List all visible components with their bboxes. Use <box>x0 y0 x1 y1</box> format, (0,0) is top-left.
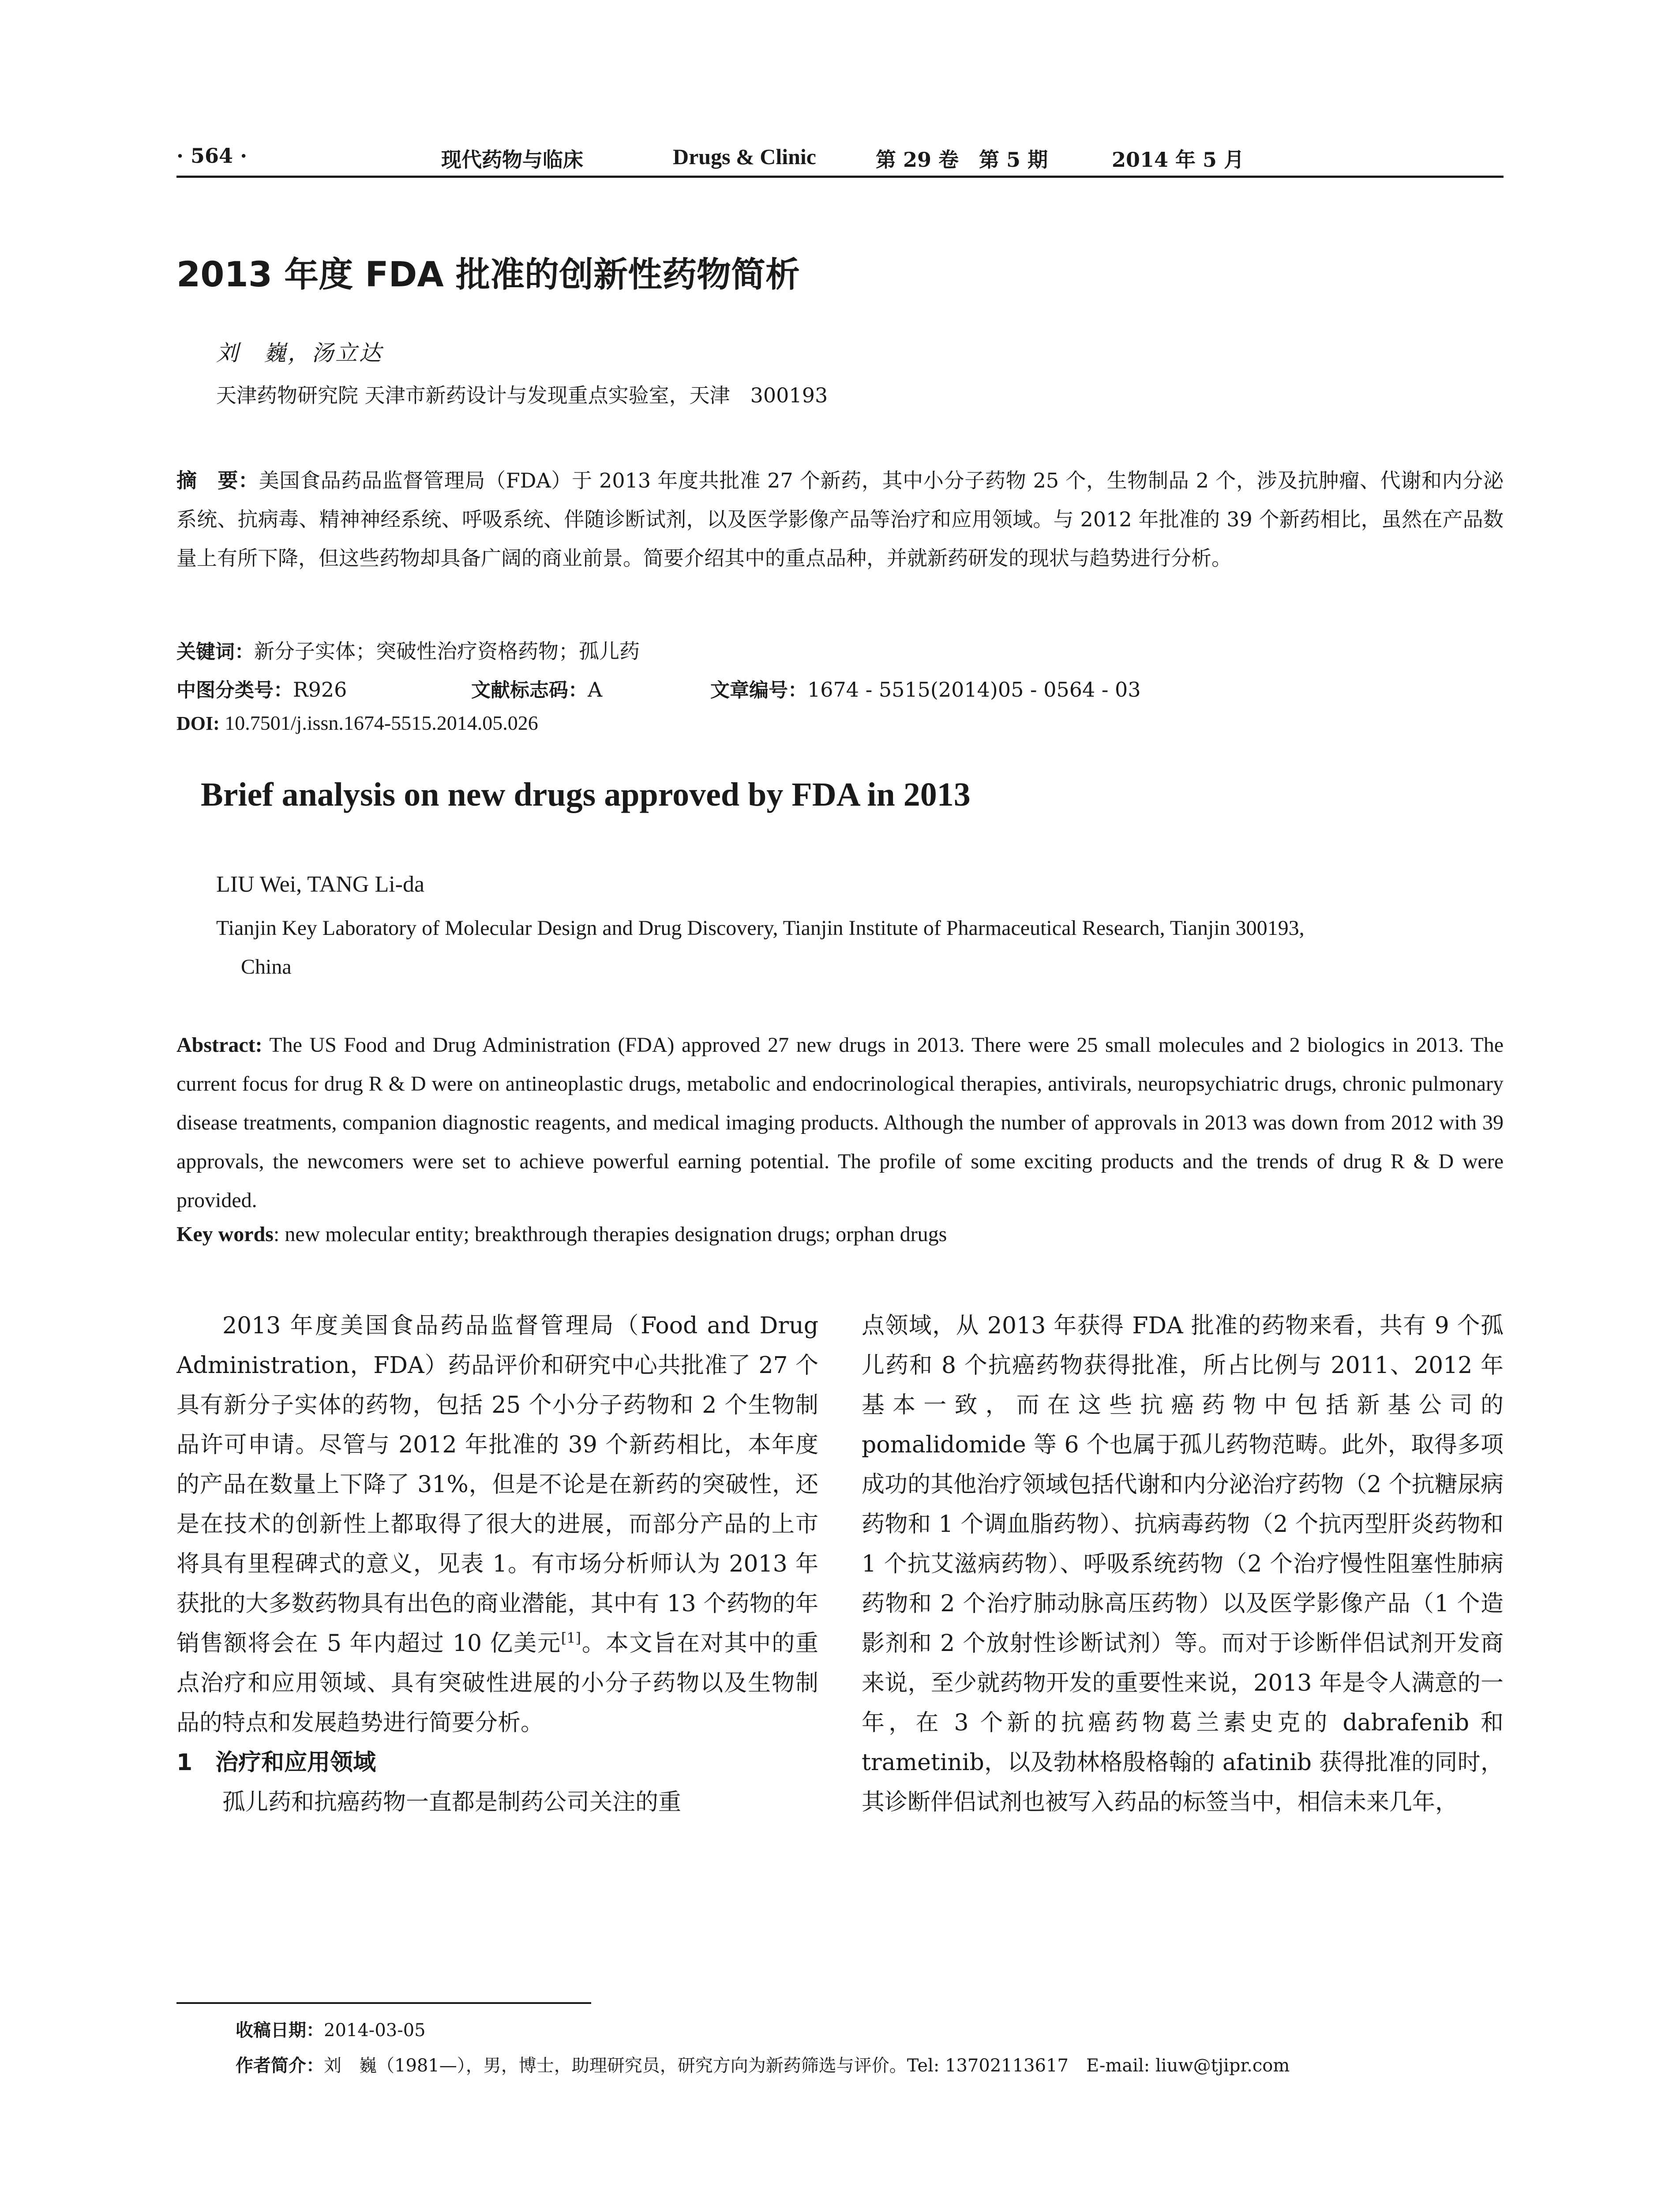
footnote-author <box>236 2052 1290 2077</box>
authors-cn: 刘 巍，汤立达 <box>216 340 383 366</box>
doi-line <box>176 711 538 735</box>
keywords-cn-text: 新分子实体；突破性治疗资格药物；孤儿药 <box>254 639 640 663</box>
journal-name-cn: 现代药物与临床 <box>441 148 583 172</box>
keywords-cn <box>176 635 640 664</box>
article-number-value: 1674 - 5515(2014)05 - 0564 - 03 <box>807 678 1141 702</box>
received-label: 收稿日期： <box>236 2020 324 2041</box>
affiliation-cn: 天津药物研究院 天津市新药设计与发现重点实验室，天津 300193 <box>216 383 828 407</box>
keywords-cn-label: 关键词： <box>176 641 254 663</box>
citation-ref: [1] <box>561 1629 581 1647</box>
document-code <box>471 674 602 702</box>
issue-date: 2014 年 5 月 <box>1112 148 1245 172</box>
issue-info: 第 29 卷 第 5 期 <box>876 148 1048 172</box>
authors-en: LIU Wei, TANG Li-da <box>216 872 425 897</box>
page-number: · 564 · <box>176 144 248 168</box>
doc-code-value: A <box>588 678 603 702</box>
doi-value: 10.7501/j.issn.1674-5515.2014.05.026 <box>219 712 538 734</box>
affiliation-en-line1: Tianjin Key Laboratory of Molecular Design and Drug Discovery, Tianjin Institute of Pharmaceutical Research, Tianjin 300193, <box>216 916 1305 940</box>
journal-name-en: Drugs & Clinic <box>673 144 816 169</box>
abstract-en-text: The US Food and Drug Administration (FDA) approved 27 new drugs in 2013. There were 25 small molecules and 2 biologics in 2013. The current focus for drug R & D were on antineoplastic drugs, metabolic and endocrinological therapies, antivirals, neuropsychiatric drugs, chronic pulmonary disease treatments, companion diagnostic reagents, and medical imaging products. Although the number of approvals in 2013 was down from 2012 with 39 approvals, the newcomers were set to achieve powerful earning potential. The profile of some exciting products and the trends of drug R & D were provided. <box>176 1033 1504 1212</box>
abstract-cn <box>176 461 1504 578</box>
author-bio-value: 刘 巍（1981—），男，博士，助理研究员，研究方向为新药筛选与评价。Tel: 13702113617 E-mail: liuw@tjipr.com <box>324 2056 1290 2076</box>
running-header <box>176 140 1504 176</box>
doi-label: DOI: <box>176 713 220 734</box>
title-cn: 2013 年度 FDA 批准的创新性药物简析 <box>176 255 800 295</box>
abstract-cn-text: 美国食品药品监督管理局（FDA）于 2013 年度共批准 27 个新药，其中小分子药物 25 个，生物制品 2 个，涉及抗肿瘤、代谢和内分泌系统、抗病毒、精神神经系统、呼吸系统、伴随诊断试剂，以及医学影像产品等治疗和应用领域。与 2012 年批准的 39 个新药相比，虽然在产品数量上有所下降，但这些药物却具备广阔的商业前景。简要介绍其中的重点品种，并就新药研发的现状与趋势进行分析。 <box>176 469 1504 570</box>
classification-line <box>176 674 347 702</box>
body-paragraph-2-cont: 点领域，从 2013 年获得 FDA 批准的药物来看，共有 9 个孤儿药和 8 个抗癌药物获得批准，所占比例与 2011、2012 年基本一致，而在这些抗癌药物中包括新基公司的 pomalidomide 等 6 个也属于孤儿药物范畴。此外，取得多项成功的其他治疗领域包括代谢和内分泌治疗药物（2 个抗糖尿病药物和 1 个调血脂药物）、抗病毒药物（2 个抗丙型肝炎药物和 1 个抗艾滋病药物）、呼吸系统药物（2 个治疗慢性阻塞性肺病药物和 2 个治疗肺动脉高压药物）以及医学影像产品（1 个造影剂和 2 个放射性诊断试剂）等。而对于诊断伴侣试剂开发商来说，至少就药物开发的重要性来说，2013 年是令人满意的一年，在 3 个新的抗癌药物葛兰素史克的 dabrafenib 和 trametinib，以及勃林格殷格翰的 afatinib 获得批准的同时，其诊断伴侣试剂也被写入药品的标签当中，相信未来几年， <box>862 1313 1504 1816</box>
keywords-en <box>176 1222 947 1246</box>
abstract-en-label: Abstract: <box>176 1033 262 1057</box>
keywords-en-label: Key words <box>176 1223 274 1246</box>
clc-label: 中图分类号： <box>176 679 293 702</box>
footnote-received <box>236 2016 426 2041</box>
keywords-en-text: : new molecular entity; breakthrough therapies designation drugs; orphan drugs <box>273 1223 947 1246</box>
body-column-right <box>862 1306 1504 1822</box>
author-bio-label: 作者简介： <box>236 2056 324 2076</box>
abstract-en <box>176 1026 1504 1220</box>
body-paragraph-1 <box>176 1306 818 1743</box>
article-number-label: 文章编号： <box>710 679 807 702</box>
received-value: 2014-03-05 <box>324 2020 426 2041</box>
affiliation-en <box>216 909 1509 987</box>
affiliation-en-line2: China <box>241 955 292 979</box>
header-rule <box>176 176 1504 178</box>
body-paragraph-1-tail: 。本文旨在对其中的重点治疗和应用领域、具有突破性进展的小分子药物以及生物制品的特点和发展趋势进行简要分析。 <box>176 1630 818 1736</box>
body-paragraph-2: 孤儿药和抗癌药物一直都是制药公司关注的重 <box>222 1789 682 1816</box>
abstract-cn-label: 摘 要： <box>176 469 259 492</box>
body-column-left <box>176 1306 818 1822</box>
body-paragraph-1-text: 2013 年度美国食品药品监督管理局（Food and Drug Administration，FDA）药品评价和研究中心共批准了 27 个具有新分子实体的药物，包括 25 个小分子药物和 2 个生物制品许可申请。尽管与 2012 年批准的 39 个新药相比，本年度的产品在数量上下降了 31%，但是不论是在新药的突破性，还是在技术的创新性上都取得了很大的进展，而部分产品的上市将具有里程碑式的意义，见表 1。有市场分析师认为 2013 年获批的大多数药物具有出色的商业潜能，其中有 13 个药物的年销售额将会在 5 年内超过 10 亿美元 <box>176 1313 818 1657</box>
title-en: Brief analysis on new drugs approved by FDA in 2013 <box>201 776 971 813</box>
section-heading-1: 1 治疗和应用领域 <box>176 1749 376 1776</box>
footnote-rule <box>176 2002 591 2004</box>
doc-code-label: 文献标志码： <box>471 679 588 702</box>
clc-value: R926 <box>293 678 347 702</box>
article-number <box>710 674 1141 702</box>
